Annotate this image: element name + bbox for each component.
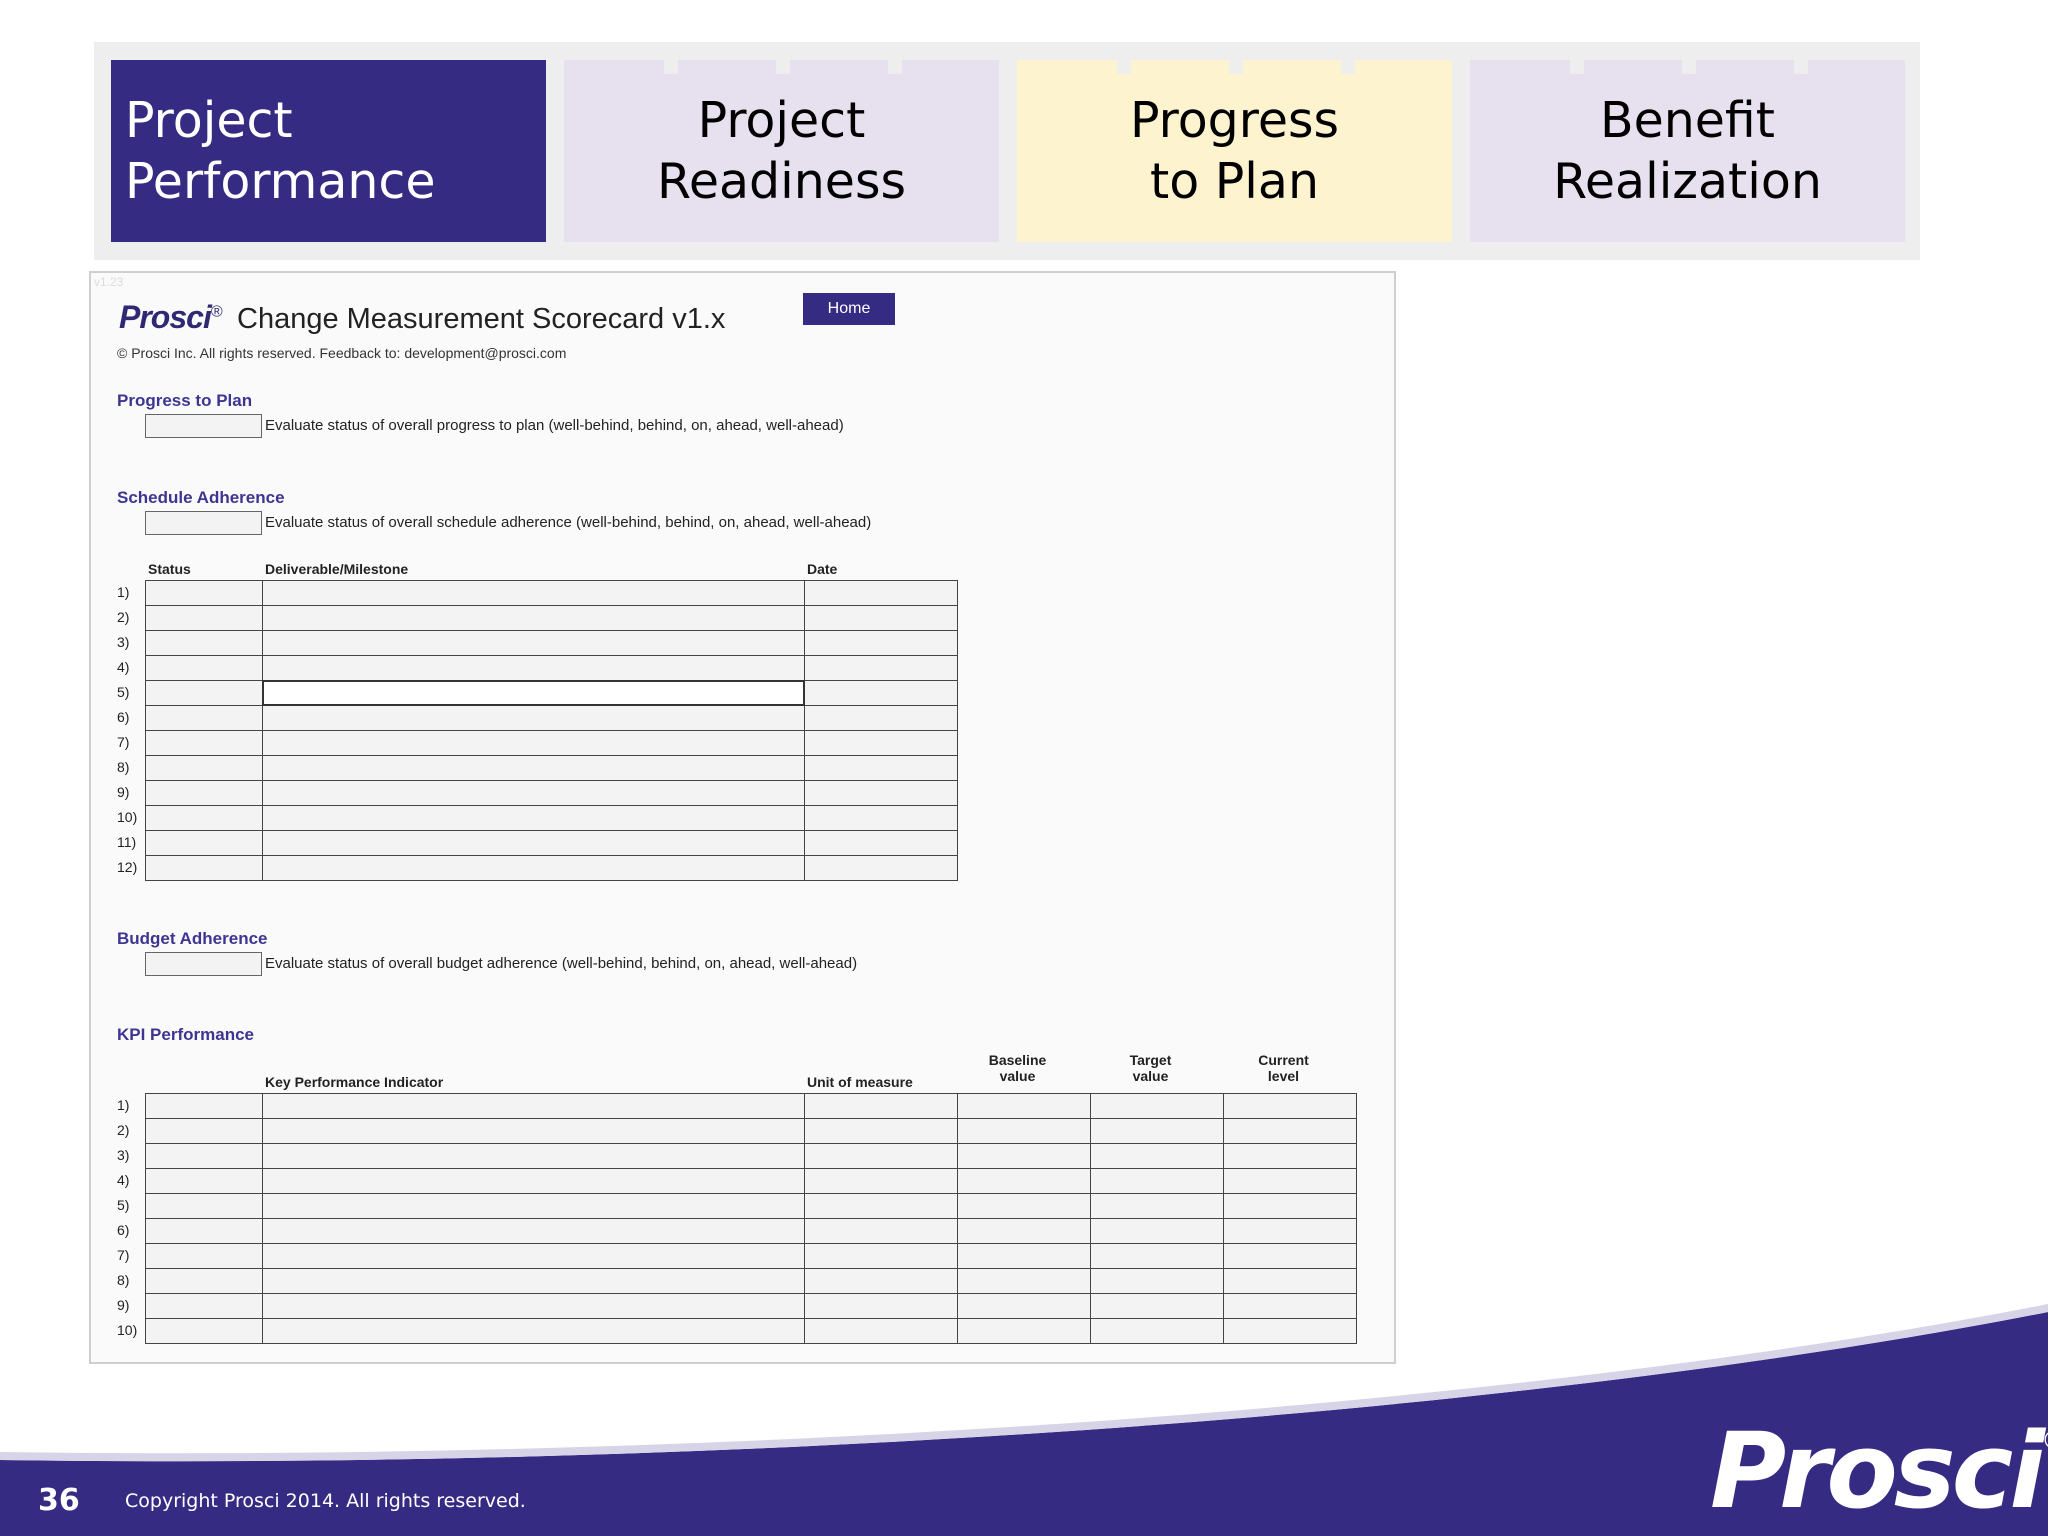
progress-to-plan-heading: Progress to Plan [117, 391, 253, 410]
table-cell[interactable] [146, 806, 263, 831]
table-cell[interactable] [805, 1144, 958, 1169]
row-number: 9) [117, 784, 130, 800]
table-cell[interactable] [805, 1094, 958, 1119]
tab-notch [888, 60, 902, 74]
table-cell[interactable] [958, 1169, 1091, 1194]
table-cell[interactable] [805, 1194, 958, 1219]
table-row [146, 756, 958, 781]
selected-cell[interactable] [262, 680, 805, 706]
table-cell[interactable] [1091, 1094, 1224, 1119]
row-number: 6) [117, 1222, 130, 1238]
tab-label-line1: Benefit [1599, 92, 1776, 149]
row-number: 1) [117, 1097, 130, 1113]
table-cell[interactable] [263, 756, 805, 781]
schedule-row-numbers [117, 580, 137, 880]
tab-label-line2: Performance [125, 153, 436, 210]
table-cell[interactable] [958, 1244, 1091, 1269]
table-cell[interactable] [805, 1319, 958, 1344]
table-cell[interactable] [263, 1294, 805, 1319]
table-cell[interactable] [1091, 1194, 1224, 1219]
table-cell[interactable] [805, 606, 958, 631]
prosci-logo [1710, 1410, 2067, 1532]
table-cell[interactable] [805, 831, 958, 856]
sheet-copyright: © Prosci Inc. All rights reserved. Feedback to: development@prosci.com [117, 345, 567, 361]
registered-mark: ® [2040, 1426, 2067, 1456]
table-row [146, 1094, 1357, 1119]
table-cell[interactable] [1224, 1269, 1357, 1294]
table-row [146, 1319, 1357, 1344]
col-unit: Unit of measure [807, 1074, 913, 1090]
row-number: 1) [117, 584, 130, 600]
table-cell[interactable] [146, 1169, 263, 1194]
col-target-line2: value [1132, 1068, 1169, 1084]
table-row [146, 731, 958, 756]
table-cell[interactable] [146, 631, 263, 656]
table-cell[interactable] [805, 1219, 958, 1244]
schedule-table [145, 580, 958, 881]
tab-project-performance[interactable] [111, 60, 546, 242]
tab-notch [1117, 60, 1131, 74]
table-cell[interactable] [263, 581, 805, 606]
table-cell[interactable] [263, 1119, 805, 1144]
registered-mark: ® [210, 303, 222, 321]
table-cell[interactable] [146, 781, 263, 806]
table-cell[interactable] [263, 1319, 805, 1344]
kpi-performance-heading: KPI Performance [117, 1025, 254, 1044]
table-cell[interactable] [958, 1144, 1091, 1169]
table-cell[interactable] [146, 1144, 263, 1169]
table-cell[interactable] [263, 856, 805, 881]
table-cell[interactable] [263, 1269, 805, 1294]
version-label: v1.23 [94, 275, 124, 289]
row-number: 11) [117, 834, 137, 850]
logo-text: Prosci [119, 299, 211, 335]
table-cell[interactable] [1091, 1244, 1224, 1269]
table-cell[interactable] [1091, 1119, 1224, 1144]
table-cell[interactable] [263, 1219, 805, 1244]
table-cell[interactable] [146, 831, 263, 856]
table-cell[interactable] [146, 1219, 263, 1244]
row-number: 5) [117, 684, 130, 700]
row-number: 8) [117, 759, 130, 775]
tab-notch [776, 60, 790, 74]
col-status: Status [148, 561, 191, 577]
table-cell[interactable] [1224, 1244, 1357, 1269]
table-row [146, 1294, 1357, 1319]
table-cell[interactable] [958, 1094, 1091, 1119]
table-cell[interactable] [146, 756, 263, 781]
table-cell[interactable] [146, 1094, 263, 1119]
table-cell[interactable] [1224, 1219, 1357, 1244]
table-cell[interactable] [146, 656, 263, 681]
table-cell[interactable] [805, 756, 958, 781]
col-deliverable: Deliverable/Milestone [265, 561, 409, 577]
table-cell[interactable] [146, 1244, 263, 1269]
kpi-table [145, 1093, 1357, 1344]
table-cell[interactable] [805, 781, 958, 806]
table-cell[interactable] [263, 706, 805, 731]
row-number: 4) [117, 1172, 130, 1188]
table-cell[interactable] [805, 731, 958, 756]
tab-label-line2: Realization [1553, 153, 1822, 210]
tab-notch [1794, 60, 1808, 74]
progress-status-cell[interactable] [145, 414, 262, 438]
col-target [1084, 1052, 1217, 1084]
home-button[interactable]: Home [803, 293, 895, 325]
table-cell[interactable] [263, 606, 805, 631]
table-cell[interactable] [805, 631, 958, 656]
row-number: 2) [117, 609, 130, 625]
table-cell[interactable] [146, 1119, 263, 1144]
table-cell[interactable] [1224, 1319, 1357, 1344]
table-row [146, 1144, 1357, 1169]
row-number: 7) [117, 734, 130, 750]
row-number: 6) [117, 709, 130, 725]
table-cell[interactable] [805, 856, 958, 881]
schedule-hint: Evaluate status of overall schedule adherence (well-behind, behind, on, ahead, well-ahead) [265, 514, 872, 531]
table-cell[interactable] [146, 606, 263, 631]
tab-notch [664, 60, 678, 74]
col-baseline-line1: Baseline [988, 1052, 1047, 1068]
table-row [146, 581, 958, 606]
table-row [146, 1169, 1357, 1194]
table-row [146, 1194, 1357, 1219]
col-target-line1: Target [1129, 1052, 1172, 1068]
row-number: 4) [117, 659, 130, 675]
row-number: 7) [117, 1247, 130, 1263]
table-cell[interactable] [1224, 1094, 1357, 1119]
table-cell[interactable] [146, 1294, 263, 1319]
table-cell[interactable] [805, 1119, 958, 1144]
row-number: 10) [117, 1322, 138, 1338]
table-cell[interactable] [805, 806, 958, 831]
table-cell[interactable] [263, 1244, 805, 1269]
scorecard-sheet [89, 271, 1396, 1364]
table-cell[interactable] [146, 1194, 263, 1219]
table-cell[interactable] [958, 1219, 1091, 1244]
table-cell[interactable] [146, 681, 263, 706]
row-number: 9) [117, 1297, 130, 1313]
table-cell[interactable] [1091, 1144, 1224, 1169]
row-number: 3) [117, 1147, 130, 1163]
sheet-title: Change Measurement Scorecard v1.x [237, 303, 726, 335]
tab-progress-to-plan[interactable] [1017, 60, 1452, 242]
tab-notch [1682, 60, 1696, 74]
tab-label-line2: Readiness [657, 153, 906, 210]
tab-notch [1570, 60, 1584, 74]
table-cell[interactable] [958, 1319, 1091, 1344]
table-cell[interactable] [146, 1319, 263, 1344]
tab-label-line1: Project [125, 92, 293, 149]
table-cell[interactable] [263, 656, 805, 681]
row-number: 10) [117, 809, 138, 825]
table-cell[interactable] [1224, 1119, 1357, 1144]
table-cell[interactable] [1091, 1219, 1224, 1244]
table-cell[interactable] [958, 1119, 1091, 1144]
table-row [146, 856, 958, 881]
table-cell[interactable] [146, 706, 263, 731]
schedule-status-cell[interactable] [145, 511, 262, 535]
table-row [146, 656, 958, 681]
row-number: 2) [117, 1122, 130, 1138]
table-cell[interactable] [805, 681, 958, 706]
table-cell[interactable] [146, 731, 263, 756]
table-cell[interactable] [1224, 1169, 1357, 1194]
col-current-line1: Current [1258, 1052, 1309, 1068]
table-row [146, 1219, 1357, 1244]
row-number: 3) [117, 634, 130, 650]
table-cell[interactable] [1091, 1294, 1224, 1319]
row-number: 5) [117, 1197, 130, 1213]
col-current [1217, 1052, 1350, 1084]
table-cell[interactable] [263, 631, 805, 656]
table-cell[interactable] [805, 581, 958, 606]
table-cell[interactable] [958, 1294, 1091, 1319]
table-row [146, 631, 958, 656]
table-cell[interactable] [263, 731, 805, 756]
table-cell[interactable] [1091, 1319, 1224, 1344]
table-row [146, 1244, 1357, 1269]
table-cell[interactable] [263, 1094, 805, 1119]
table-row [146, 806, 958, 831]
table-cell[interactable] [263, 781, 805, 806]
tab-project-readiness[interactable] [564, 60, 999, 242]
table-cell[interactable] [1224, 1144, 1357, 1169]
tab-label-line1: Progress [1129, 92, 1340, 149]
table-cell[interactable] [805, 1269, 958, 1294]
row-number: 12) [117, 859, 138, 875]
table-cell[interactable] [1224, 1294, 1357, 1319]
section-tab-strip [94, 42, 1920, 260]
table-cell[interactable] [805, 1169, 958, 1194]
col-date: Date [807, 561, 838, 577]
table-cell[interactable] [146, 1269, 263, 1294]
row-number: 8) [117, 1272, 130, 1288]
tab-benefit-realization[interactable] [1470, 60, 1905, 242]
tab-label-line2: to Plan [1149, 153, 1319, 210]
schedule-adherence-heading: Schedule Adherence [117, 488, 285, 507]
table-row [146, 1269, 1357, 1294]
budget-hint: Evaluate status of overall budget adherence (well-behind, behind, on, ahead, well-ahead) [265, 955, 858, 972]
table-cell[interactable] [263, 1169, 805, 1194]
tab-label-line1: Project [697, 92, 866, 149]
table-cell[interactable] [805, 656, 958, 681]
col-kpi: Key Performance Indicator [265, 1074, 444, 1090]
kpi-row-numbers [117, 1093, 137, 1343]
table-cell[interactable] [805, 706, 958, 731]
progress-hint: Evaluate status of overall progress to plan (well-behind, behind, on, ahead, well-ahead) [265, 417, 844, 434]
col-current-line2: level [1267, 1068, 1300, 1084]
table-row [146, 1119, 1357, 1144]
table-cell[interactable] [263, 1144, 805, 1169]
slide-number: 36 [38, 1483, 80, 1518]
table-cell[interactable] [263, 831, 805, 856]
table-row [146, 831, 958, 856]
table-cell[interactable] [1091, 1169, 1224, 1194]
table-cell[interactable] [263, 806, 805, 831]
table-cell[interactable] [1091, 1269, 1224, 1294]
table-cell[interactable] [805, 1294, 958, 1319]
table-cell[interactable] [958, 1269, 1091, 1294]
logo-text: Prosci [1710, 1410, 2041, 1532]
footer-copyright: Copyright Prosci 2014. All rights reserved. [125, 1490, 526, 1512]
table-row [146, 606, 958, 631]
col-baseline-line2: value [999, 1068, 1036, 1084]
budget-status-cell[interactable] [145, 952, 262, 976]
table-cell[interactable] [146, 856, 263, 881]
table-cell[interactable] [263, 1194, 805, 1219]
col-baseline [951, 1052, 1084, 1084]
table-cell[interactable] [146, 581, 263, 606]
table-cell[interactable] [805, 1244, 958, 1269]
tab-notch [1341, 60, 1355, 74]
table-cell[interactable] [1224, 1194, 1357, 1219]
tab-notch [1229, 60, 1243, 74]
prosci-logo-small [119, 299, 222, 336]
table-cell[interactable] [958, 1194, 1091, 1219]
budget-adherence-heading: Budget Adherence [117, 929, 268, 948]
table-row [146, 781, 958, 806]
table-row [146, 706, 958, 731]
